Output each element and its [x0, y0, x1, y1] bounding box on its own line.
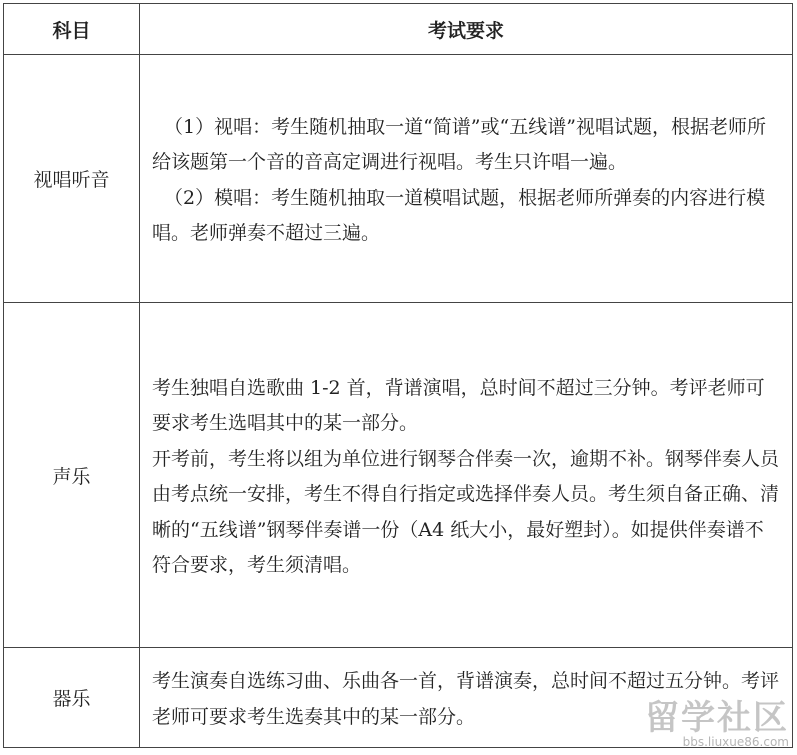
requirement-paragraph: （2）模唱：考生随机抽取一道模唱试题，根据老师所弹奏的内容进行模唱。老师弹奏不超过三遍。 — [152, 186, 766, 244]
requirement-paragraph: 开考前，考生将以组为单位进行钢琴合伴奏一次，逾期不补。钢琴伴奏人员由考点统一安排，考生不得自行指定或选择伴奏人员。考生须自备正确、清晰的“五线谱”钢琴伴奏谱一份（A4 纸大小，最好塑封）。如提供伴奏谱不符合要求，考生须清唱。 — [152, 447, 780, 576]
subject-cell: 器乐 — [4, 648, 140, 748]
watermark-logo: 留学社区 — [645, 698, 789, 738]
subject-cell: 视唱听音 — [4, 55, 140, 303]
exam-requirements-table — [3, 3, 793, 748]
header-row — [4, 4, 793, 55]
header-requirements: 考试要求 — [140, 4, 793, 55]
header-subject: 科目 — [4, 4, 140, 55]
requirement-paragraph: 考生独唱自选歌曲 1-2 首，背谱演唱，总时间不超过三分钟。考评老师可要求考生选唱其中的某一部分。 — [152, 376, 765, 434]
requirement-paragraph: 考生演奏自选练习曲、乐曲各一首，背谱演奏，总时间不超过五分钟。考评老师可要求考生选奏其中的某一部分。 — [152, 670, 780, 728]
requirement-paragraph: （1）视唱：考生随机抽取一道“简谱”或“五线谱”视唱试题，根据老师所给该题第一个音的音高定调进行视唱。考生只许唱一遍。 — [152, 115, 766, 173]
watermark-url: bbs.liuxue86.com — [682, 735, 789, 749]
requirement-cell — [140, 55, 793, 303]
subject-cell: 声乐 — [4, 303, 140, 648]
requirement-cell — [140, 648, 793, 748]
table-row — [4, 648, 793, 748]
requirement-cell — [140, 303, 793, 648]
table-row — [4, 303, 793, 648]
table-row — [4, 55, 793, 303]
